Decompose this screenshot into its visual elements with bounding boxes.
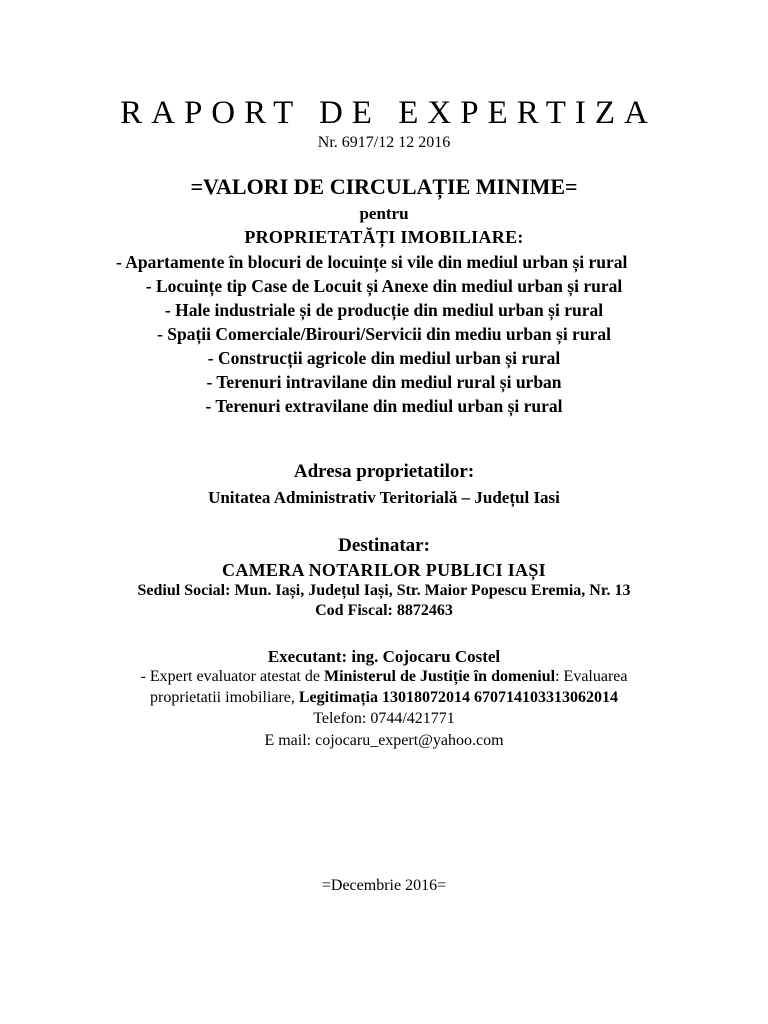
executor-heading: Executant: ing. Cojocaru Costel [267,647,501,666]
property-item-industrial-halls: - Hale industriale și de producție din mediul urban și rural [164,300,604,320]
address-value: Unitatea Administrativ Teritorială – Județul Iasi [208,488,560,507]
executor-field: proprietatii imobiliare, [150,689,299,706]
executor-ministry: Ministerul de Justiție în domeniul [323,668,556,685]
executor-license-line [0,687,768,709]
recipient-name: CAMERA NOTARILOR PUBLICI IAȘI [222,560,546,580]
report-subtitle: =VALORI DE CIRCULAȚIE MINIME= [190,174,578,199]
executor-email: E mail: cojocaru_expert@yahoo.com [264,732,504,749]
executor-credentials-text: - Expert evaluator atestat de [140,668,324,685]
report-date: =Decembrie 2016= [321,877,447,894]
recipient-heading: Destinatar: [338,535,430,556]
property-item-intravilan-land: - Terenuri intravilane din mediul rural și urban [206,372,562,392]
recipient-seat: Sediul Social: Mun. Iași, Județul Iași, Str. Maior Popescu Eremia, Nr. 13 [137,582,631,599]
property-item-apartments: - Apartamente în blocuri de locuințe si vile din mediul urban și rural [116,252,628,272]
property-list [0,250,768,418]
executor-license: Legitimația 13018072014 670714103313062014 [298,689,618,706]
report-number: Nr. 6917/12 12 2016 [317,134,451,151]
property-item-commercial-spaces: - Spații Comerciale/Birouri/Servicii din mediu urban și rural [157,324,611,344]
property-item-extravilan-land: - Terenuri extravilane din mediul urban și rural [205,396,563,416]
executor-phone: Telefon: 0744/421771 [313,710,455,727]
address-heading: Adresa proprietatilor: [293,461,475,482]
executor-credentials-line [0,666,768,688]
report-title: RAPORT DE EXPERTIZA [120,95,657,131]
pentru-label: pentru [359,204,409,223]
property-heading: PROPRIETATĂȚI IMOBILIARE: [244,227,524,247]
recipient-fiscal-code: Cod Fiscal: 8872463 [315,602,453,619]
executor-domain: : Evaluarea [555,668,628,685]
property-item-agricultural-buildings: - Construcții agricole din mediul urban și rural [207,348,561,368]
property-item-houses: - Locuințe tip Case de Locuit și Anexe din mediul urban și rural [145,276,623,296]
